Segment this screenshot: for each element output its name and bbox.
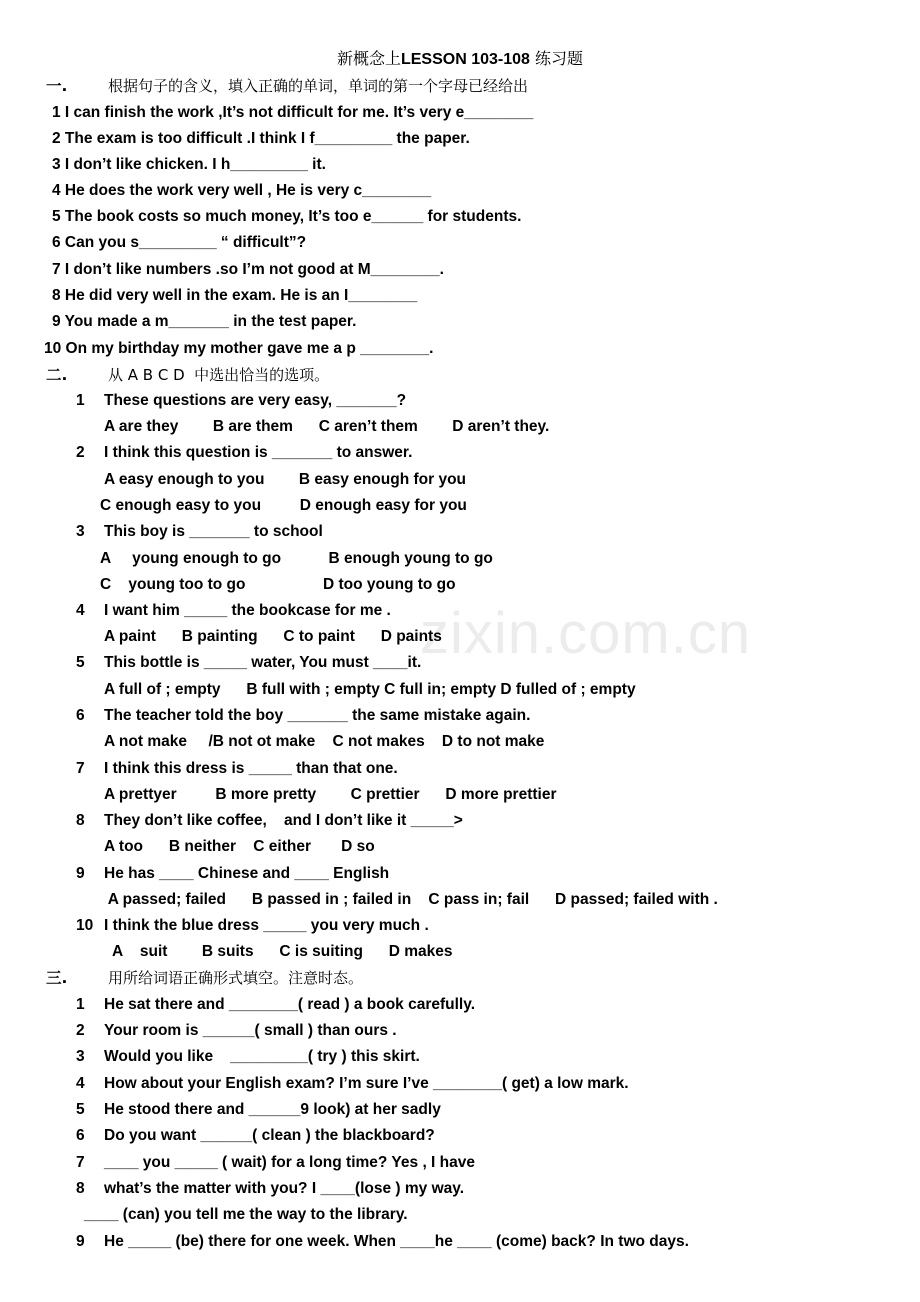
- question-text: I think the blue dress _____ you very much .: [104, 917, 429, 934]
- fill-in-item: Your room is ______( small ) than ours .: [104, 1022, 397, 1039]
- section3-number: 三.: [46, 969, 68, 987]
- question-text: They don’t like coffee, and I don’t like it _____>: [104, 812, 463, 829]
- fill-in-item: Do you want ______( clean ) the blackboard?: [104, 1127, 435, 1144]
- section1-item: 9 You made a m_______ in the test paper.: [52, 313, 357, 330]
- question-options: A passed; failed B passed in ; failed in C pass in; fail D passed; failed with .: [104, 891, 718, 908]
- question-options: A prettyer B more pretty C prettier D more prettier: [104, 786, 557, 803]
- page-title: [0, 48, 920, 71]
- item-number: 3: [76, 1048, 85, 1065]
- question-text: This bottle is _____ water, You must ____it.: [104, 654, 422, 671]
- question-number: 9: [76, 865, 85, 882]
- question-options: A are they B are them C aren’t them D aren’t they.: [104, 418, 550, 435]
- question-options: A not make /B not ot make C not makes D to not make: [104, 733, 545, 750]
- fill-in-item: How about your English exam? I’m sure I’ve ________( get) a low mark.: [104, 1075, 629, 1092]
- question-options: A easy enough to you B easy enough for you: [104, 471, 467, 488]
- question-number: 4: [76, 602, 85, 619]
- item-number: 4: [76, 1075, 85, 1092]
- question-text: I think this question is _______ to answer.: [104, 444, 413, 461]
- fill-in-item: He sat there and ________( read ) a book carefully.: [104, 996, 476, 1013]
- title-suffix: 练习题: [535, 49, 584, 68]
- item-number: 8: [76, 1180, 85, 1197]
- section2-heading: 从 A B C D 中选出恰当的选项。: [108, 366, 330, 384]
- section1-item: 1 I can finish the work ,It’s not difficult for me. It’s very e________: [52, 104, 534, 121]
- section1-heading: 根据句子的含义，填入正确的单词，单词的第一个字母已经给出: [108, 77, 529, 95]
- question-options: A full of ; empty B full with ; empty C full in; empty D fulled of ; empty: [104, 681, 636, 698]
- section3-heading: 用所给词语正确形式填空。注意时态。: [108, 969, 364, 987]
- question-number: 6: [76, 707, 85, 724]
- fill-in-item: what’s the matter with you? I ____(lose ) my way.: [104, 1180, 465, 1197]
- question-number: 1: [76, 392, 85, 409]
- item-number: 6: [76, 1127, 85, 1144]
- question-options: A paint B painting C to paint D paints: [104, 628, 442, 645]
- item-number: 2: [76, 1022, 85, 1039]
- section1-item: 7 I don’t like numbers .so I’m not good at M________.: [52, 261, 444, 278]
- question-text: The teacher told the boy _______ the same mistake again.: [104, 707, 531, 724]
- question-text: I think this dress is _____ than that one.: [104, 760, 398, 777]
- question-text: I want him _____ the bookcase for me .: [104, 602, 391, 619]
- section1-item: 6 Can you s_________ “ difficult”?: [52, 234, 307, 251]
- question-number: 7: [76, 760, 85, 777]
- section1-item: 3 I don’t like chicken. I h_________ it.: [52, 156, 326, 173]
- title-prefix: 新概念上: [336, 49, 401, 68]
- fill-in-item: He stood there and ______9 look) at her sadly: [104, 1101, 441, 1118]
- question-number: 5: [76, 654, 85, 671]
- question-options: A young enough to go B enough young to go: [100, 550, 493, 567]
- question-number: 3: [76, 523, 85, 540]
- item-number: 7: [76, 1154, 85, 1171]
- question-text: This boy is _______ to school: [104, 523, 323, 540]
- question-number: 8: [76, 812, 85, 829]
- question-text: These questions are very easy, _______?: [104, 392, 407, 409]
- question-options: C enough easy to you D enough easy for you: [100, 497, 467, 514]
- fill-in-item: ____ you _____ ( wait) for a long time? Yes , I have: [104, 1154, 476, 1171]
- section2-number: 二.: [46, 366, 68, 384]
- question-options: C young too to go D too young to go: [100, 576, 456, 593]
- section1-item: 5 The book costs so much money, It’s too e______ for students.: [52, 208, 522, 225]
- watermark: zixin.com.cn: [420, 601, 752, 666]
- question-text: He has ____ Chinese and ____ English: [104, 865, 390, 882]
- question-options: A too B neither C either D so: [104, 838, 375, 855]
- question-number: 10: [76, 917, 94, 934]
- fill-in-item: ____ (can) you tell me the way to the library.: [84, 1206, 408, 1223]
- fill-in-item: He _____ (be) there for one week. When ____he ____ (come) back? In two days.: [104, 1233, 689, 1250]
- section1-number: 一.: [46, 77, 68, 95]
- section1-item: 4 He does the work very well , He is very c________: [52, 182, 432, 199]
- item-number: 1: [76, 996, 85, 1013]
- question-options: A suit B suits C is suiting D makes: [104, 943, 453, 960]
- section1-item: 10 On my birthday my mother gave me a p ________.: [44, 340, 434, 357]
- section1-item: 2 The exam is too difficult .I think I f_________ the paper.: [52, 130, 470, 147]
- item-number: 9: [76, 1233, 85, 1250]
- fill-in-item: Would you like _________( try ) this skirt.: [104, 1048, 420, 1065]
- item-number: 5: [76, 1101, 85, 1118]
- title-lesson: LESSON 103-108: [400, 51, 530, 68]
- section1-item: 8 He did very well in the exam. He is an I________: [52, 287, 418, 304]
- question-number: 2: [76, 444, 85, 461]
